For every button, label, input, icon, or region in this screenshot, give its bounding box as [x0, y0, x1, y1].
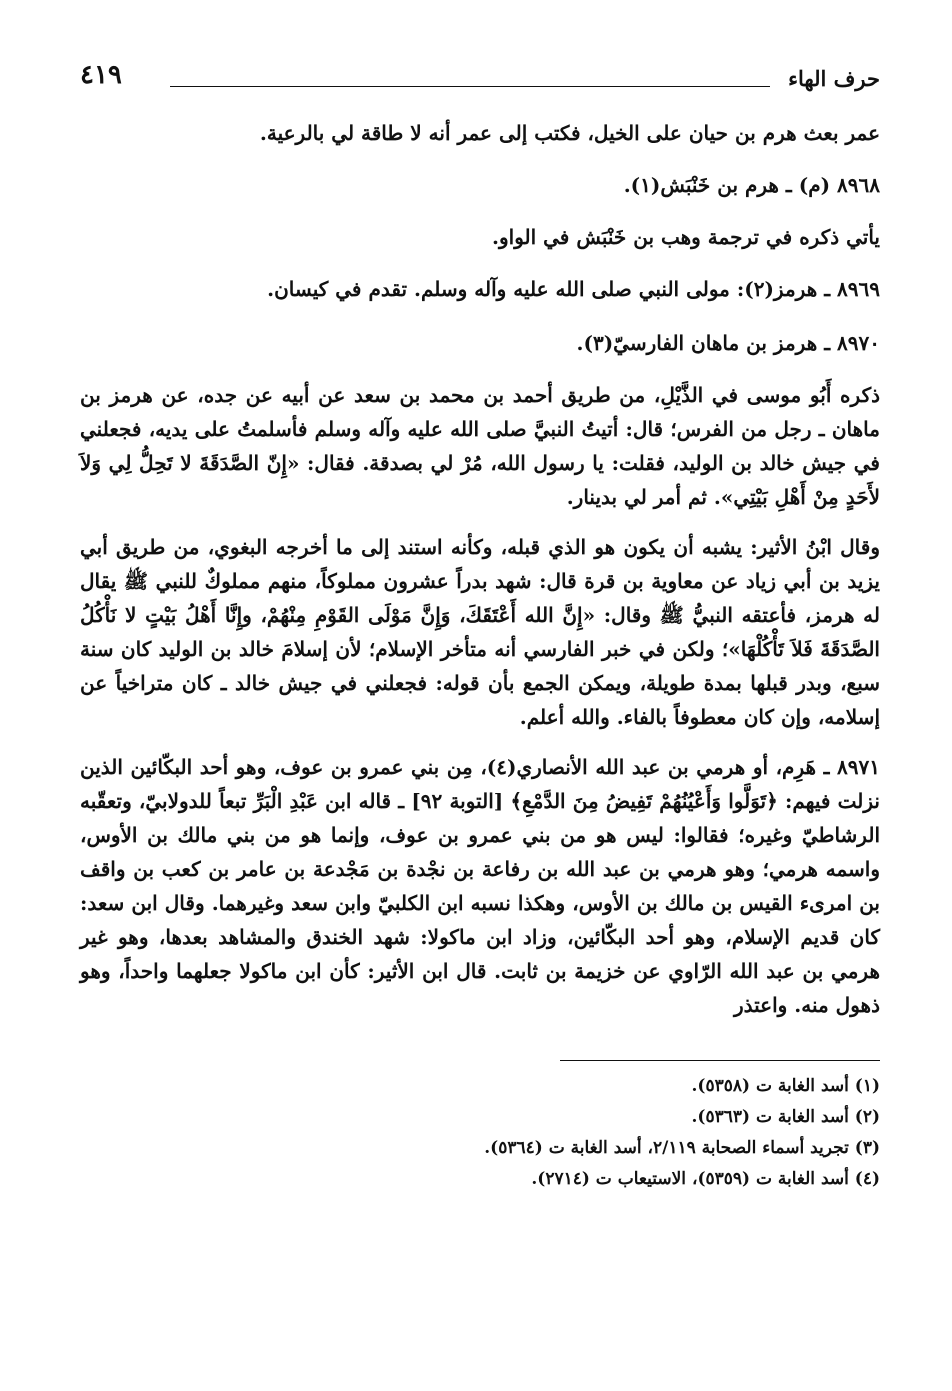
footnote-1: (١) أسد الغابة ت (٥٣٥٨).	[691, 1076, 880, 1096]
entry-8969: ٨٩٦٩ ـ هرمز(٢): مولى النبي صلى الله عليه وآله وسلم. تقدم في كيسان.	[267, 277, 880, 301]
header-rule	[170, 86, 770, 87]
page-body	[80, 116, 880, 1022]
paragraph-continuation: عمر بعث هرم بن حيان على الخيل، فكتب إلى عمر أنه لا طاقة لي بالرعية.	[259, 121, 880, 145]
page-number: ٤١٩	[80, 60, 122, 90]
page-header	[80, 52, 880, 96]
entry-8968: ٨٩٦٨ (م) ـ هرم بن خَنْبَش(١).	[623, 173, 880, 197]
footnote-4: (٤) أسد الغابة ت (٥٣٥٩)، الاستيعاب ت (٢٧١٤).	[531, 1169, 880, 1189]
entry-8970-commentary: وقال ابْنُ الأثير: يشبه أن يكون هو الذي قبله، وكأنه استند إلى ما أخرجه البغوي، من طريق أبي يزيد بن أبي زياد عن معاوية بن قرة قال: شهد بدراً عشرون مملوكاً، منهم مملوكٌ للنبي ﷺ يقال له هرمز، فأعتقه النبيُّ ﷺ وقال: «إِنَّ الله أَعْتَقَكَ، وَإِنَّ مَوْلَى القَوْمِ مِنْهُمْ، وإِنَّا أَهْلُ بَيْتٍ لا نَأْكُلُ الصَّدَقَةَ فَلاَ تَأْكُلْهَا»؛ ولكن في خبر الفارسي أنه متأخر الإسلام؛ لأن إسلامَ خالد بن الوليد كان سنة سبع، وبدر قبلها بمدة طويلة، ويمكن الجمع بأن قوله: فجعلني في جيش خالد ـ كان متراخياً عن إسلامه، وإن كان معطوفاً بالفاء. والله أعلم.	[80, 535, 880, 729]
entry-8971: ٨٩٧١ ـ هَرِم، أو هرمي بن عبد الله الأنصاري(٤)، مِن بني عمرو بن عوف، وهو أحد البكّائين الذين نزلت فيهم: ﴿تَوَلَّوا وَأَعْيُنُهُمْ تَفِيضُ مِنَ الدَّمْعِ﴾ [التوبة ٩٢] ـ قاله ابن عَبْدِ الْبَرِّ تبعاً للدولابيّ، وتعقّبه الرشاطيّ وغيره؛ فقالوا: ليس هو من بني عمرو بن عوف، وإنما هو من بني مالك بن الأوس، واسمه هرمي؛ وهو هرمي بن عبد الله بن رفاعة بن نجْدة بن مَجْدعة بن عامر بن كعب بن واقف بن امرىء القيس بن مالك بن الأوس، وهكذا نسبه ابن الكلبيّ وابن سعد وغيرهما. وقال ابن سعد: كان قديم الإسلام، وهو أحد البكّائين، وزاد ابن ماكولا: شهد الخندق والمشاهد بعدها، وهو غير هرمي بن عبد الله الرّاوي عن خزيمة بن ثابت. قال ابن الأثير: كأن ابن ماكولا جعلهما واحداً، وهو ذهول منه. واعتذر	[80, 755, 880, 1017]
entry-8970-text: ذكره أَبُو موسى في الذَّيْلِ، من طريق أحمد بن محمد بن سعد عن أبيه عن جده، عن هرمز بن ماهان ـ رجل من الفرس؛ قال: أتيتُ النبيَّ صلى الله عليه وآله وسلم فأسلمتُ على يديه، فجعلني في جيش خالد بن الوليد، فقلت: يا رسول الله، مُرْ لي بصدقة. فقال: «إِنّ الصَّدَقَةَ لا تَحِلُّ لِي وَلاَ لأَحَدٍ مِنْ أَهْلِ بَيْتِي». ثم أمر لي بدينار.	[80, 383, 880, 509]
entry-8968-note: يأتي ذكره في ترجمة وهب بن خَنْبَش في الواو.	[492, 225, 880, 249]
footnote-3: (٣) تجريد أسماء الصحابة ٢/١١٩، أسد الغابة ت (٥٣٦٤).	[484, 1138, 880, 1158]
footnotes	[80, 1071, 880, 1195]
footnote-2: (٢) أسد الغابة ت (٥٣٦٣).	[691, 1107, 880, 1127]
footnote-rule	[560, 1060, 880, 1061]
book-page	[80, 52, 880, 1372]
entry-8970: ٨٩٧٠ ـ هرمز بن ماهان الفارسيّ(٣).	[576, 331, 880, 355]
chapter-title: حرف الهاء	[788, 66, 880, 91]
